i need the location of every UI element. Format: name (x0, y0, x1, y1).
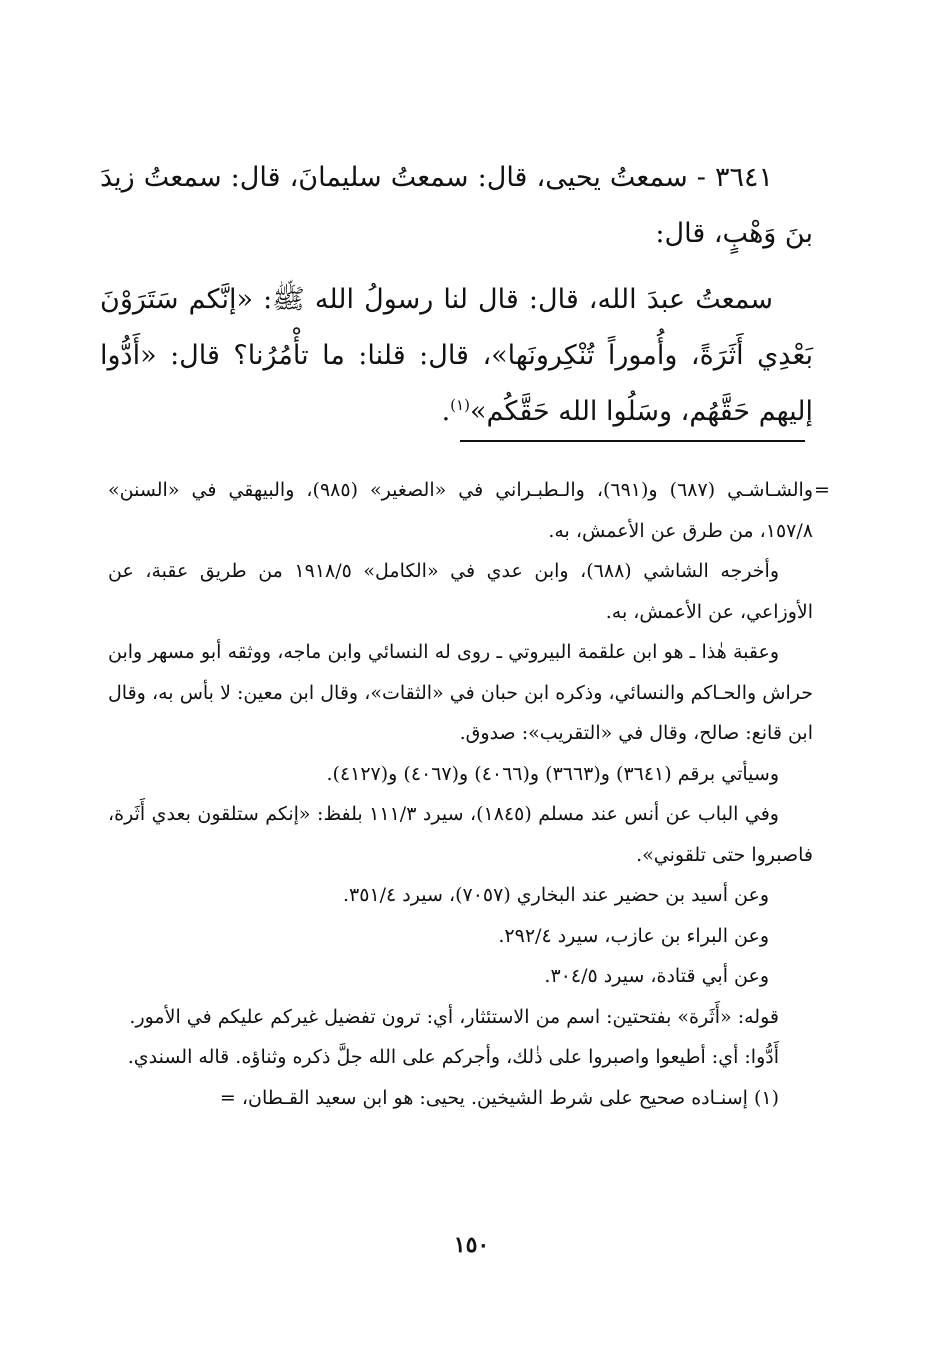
footnote-line: قوله: «أَثَرة» بفتحتين: اسم من الاستئثار، أي: ترون تفضيل غيركم عليكم في الأمور. (129, 1005, 779, 1028)
hadith-body-text: سمعتُ عبدَ الله، قال: قال لنا رسولُ الله ﷺ: «إنَّكم سَتَرَوْنَ بَعْدِي أَثَرَةً، وأُموراً تُنْكِرونَها»، قال: قلنا: ما تأْمُرُنا؟ قال: «أَدُّوا إليهم حَقَّهُم، وسَلُوا الله حَقَّكُم» (100, 284, 813, 427)
footnote-line: وأخرجه الشاشي (٦٨٨)، وابن عدي في «الكامل» ١٩١٨/٥ من طريق عقبة، عن الأوزاعي، عن الأعمش، به. (108, 560, 813, 623)
footnote-line: (١) إسنـاده صحيح على شرط الشيخين. يحيى: هو ابن سعيد القـطان، = (219, 1086, 779, 1109)
footnote-line: والشـاشـي (٦٨٧) و(٦٩١)، والـطبـراني في «الصغير» (٩٨٥)، والبيهقي في «السنن» ١٥٧/٨، من طرق عن الأعمش، به. (108, 479, 814, 542)
hadith-opening: ٣٦٤١ - سمعتُ يحيى، قال: سمعتُ سليمانَ، قال: سمعتُ زيدَ بنَ وَهْبٍ، قال: (100, 162, 813, 249)
footnote-line: وعن أسيد بن حضير عند البخاري (٧٠٥٧)، سيرد ٣٥١/٤. (342, 884, 769, 906)
page-number: ١٥٠ (453, 1232, 490, 1258)
footnote-line: وفي الباب عن أنس عند مسلم (١٨٤٥)، سيرد ١١١/٣ بلفظ: «إنكم ستلقون بعدي أَثَرة، فاصبروا حتى تلقوني». (108, 803, 813, 866)
footnote-reference: (١) (450, 396, 470, 414)
hadith-text (100, 150, 813, 440)
continuation-mark: = (814, 479, 830, 501)
footnote-line: وعن أبي قتادة، سيرد ٣٠٤/٥. (544, 965, 769, 987)
footnotes-block (108, 470, 813, 1118)
footnote-line: أَدُّوا: أي: أطيعوا واصبروا على ذٰلك، وأجركم على الله جلَّ ذكره وثناؤه. قاله السندي. (127, 1046, 779, 1068)
footnote-line: وعقبة هٰذا ـ هو ابن علقمة البيروتي ـ روى له النسائي وابن ماجه، ووثقه أبو مسهر وابن حراش والحـاكم والنسائي، وذكره ابن حبان في «الثقات»، وقال ابن معين: لا بأس به، وقال ابن قانع: صالح، وقال في «التقريب»: صدوق. (108, 641, 813, 744)
footnote-line: وسيأتي برقم (٣٦٤١) و(٣٦٦٣) و(٤٠٦٦) و(٤٠٦٧) و(٤١٢٧). (326, 762, 779, 785)
hadith-end-mark: . (441, 396, 451, 427)
footnote-divider (460, 440, 805, 442)
hadith-body (100, 272, 813, 440)
footnote-line: وعن البراء بن عازب، سيرد ٢٩٢/٤. (498, 924, 769, 947)
